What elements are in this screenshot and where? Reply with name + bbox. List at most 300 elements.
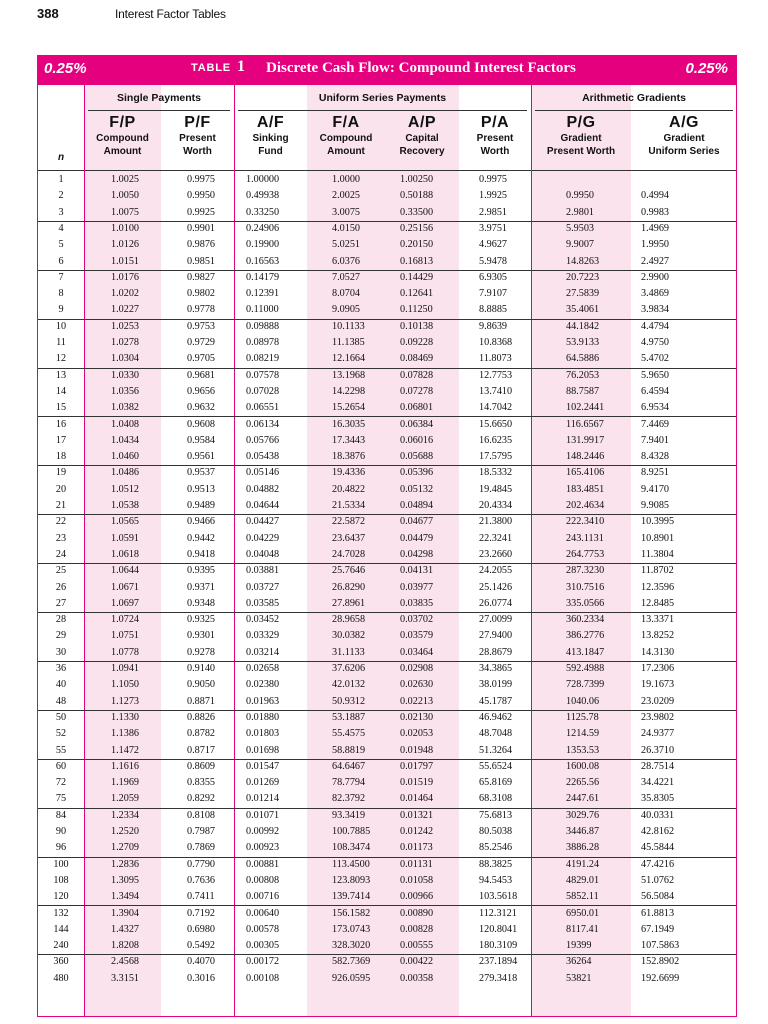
factor-cell-pa: 8.8885	[479, 304, 508, 316]
n-header: n	[57, 152, 65, 163]
period-cell: 100	[53, 858, 69, 870]
factor-cell-ag: 12.8485	[641, 597, 675, 609]
factor-cell-pg: 148.2446	[566, 451, 605, 463]
table-row	[38, 808, 736, 824]
column-header-name: Fund	[258, 146, 283, 157]
factor-cell-af: 0.00172	[246, 956, 280, 968]
factor-cell-pa: 4.9627	[479, 239, 508, 251]
factor-cell-af: 0.02380	[246, 679, 280, 691]
factor-cell-af: 0.03452	[246, 614, 280, 626]
factor-cell-ag: 34.4221	[641, 777, 675, 789]
factor-cell-af: 0.08219	[246, 353, 280, 365]
table-row	[38, 302, 736, 319]
period-cell: 4	[58, 222, 64, 234]
factor-cell-af: 0.00578	[246, 923, 280, 935]
factor-cell-pa: 24.2055	[479, 565, 513, 577]
factor-cell-af: 0.00305	[246, 940, 280, 952]
factor-cell-fa: 9.0905	[332, 304, 361, 316]
column-header-name: Uniform Series	[648, 146, 720, 157]
factor-cell-pg: 36264	[566, 956, 592, 968]
table-row	[38, 205, 736, 222]
factor-cell-pf: 0.8826	[187, 711, 216, 723]
factor-cell-pg: 6950.01	[566, 907, 600, 919]
factor-cell-af: 0.09888	[246, 320, 280, 332]
factor-cell-fa: 42.0132	[332, 679, 366, 691]
factor-cell-ag: 3.9834	[641, 304, 670, 316]
factor-cell-pa: 45.1787	[479, 695, 513, 707]
factor-cell-ap: 0.50188	[400, 190, 434, 202]
period-cell: 19	[55, 467, 67, 479]
factor-cell-fa: 53.1887	[332, 711, 366, 723]
table-row	[38, 531, 736, 547]
factor-cell-fa: 582.7369	[332, 956, 371, 968]
factor-cell-pf: 0.9325	[187, 614, 216, 626]
column-header-name: Compound	[319, 133, 373, 144]
factor-cell-pa: 65.8169	[479, 777, 513, 789]
factor-cell-fa: 37.6206	[332, 663, 366, 674]
factor-cell-ag: 2.9900	[641, 271, 670, 283]
factor-cell-ag: 0.9983	[641, 206, 670, 218]
factor-cell-pg: 4829.01	[566, 874, 600, 886]
table-row	[38, 596, 736, 613]
table-row	[38, 351, 736, 368]
factor-cell-pf: 0.5492	[187, 940, 216, 952]
factor-cell-fp: 1.0100	[111, 222, 140, 234]
factor-cell-ag: 11.8702	[641, 565, 674, 577]
factor-cell-fa: 156.1582	[332, 907, 371, 919]
period-cell: 24	[55, 548, 67, 560]
factor-cell-ap: 0.00358	[400, 972, 434, 984]
factor-cell-pf: 0.9851	[187, 255, 216, 267]
factor-cell-fa: 7.0527	[332, 271, 361, 283]
factor-cell-af: 0.04427	[246, 516, 280, 528]
table-row	[38, 286, 736, 302]
table-row	[38, 319, 736, 335]
factor-cell-fp: 1.1330	[111, 711, 140, 723]
factor-cell-ap: 0.01519	[400, 777, 434, 789]
factor-cell-fa: 108.3474	[332, 842, 371, 854]
factor-cell-fp: 1.0751	[111, 630, 140, 642]
factor-cell-pa: 27.0099	[479, 614, 513, 626]
period-cell: 15	[55, 402, 67, 414]
factor-cell-ag: 14.3130	[641, 646, 675, 658]
factor-cell-pg: 53821	[566, 972, 592, 984]
factor-cell-fa: 26.8290	[332, 581, 366, 593]
factor-cell-pa: 16.6235	[479, 434, 513, 446]
period-cell: 48	[55, 695, 67, 707]
column-header-name: Worth	[183, 146, 212, 157]
factor-cell-ag: 2.4927	[641, 255, 670, 267]
factor-cell-fa: 328.3020	[332, 940, 371, 952]
factor-cell-af: 0.01269	[246, 777, 280, 789]
factor-cell-pa: 10.8368	[479, 337, 513, 348]
factor-cell-ap: 0.06384	[400, 418, 434, 430]
table-row	[38, 873, 736, 889]
factor-cell-fp: 1.0644	[111, 565, 140, 577]
factor-cell-pa: 12.7753	[479, 369, 513, 381]
factor-cell-ap: 0.14429	[400, 271, 434, 283]
factor-cell-ag: 8.4328	[641, 451, 670, 463]
table-row	[38, 759, 736, 775]
factor-cell-fa: 25.7646	[332, 565, 366, 577]
table-row	[38, 726, 736, 742]
factor-cell-pg: 14.8263	[566, 255, 600, 267]
period-cell: 8	[58, 288, 64, 300]
factor-cell-pf: 0.9975	[187, 174, 216, 185]
factor-cell-pg: 8117.41	[566, 923, 599, 935]
table-row	[38, 433, 736, 449]
factor-cell-pf: 0.9348	[187, 597, 216, 609]
column-header-fp	[84, 114, 161, 158]
column-header-symbol: F/P	[109, 114, 136, 131]
factor-cell-ag: 45.5844	[641, 842, 675, 854]
factor-cell-pa: 18.5332	[479, 467, 513, 479]
factor-cell-fa: 173.0743	[332, 923, 371, 935]
factor-cell-pg: 102.2441	[566, 402, 605, 414]
factor-cell-pa: 28.8679	[479, 646, 513, 658]
period-cell: 60	[55, 760, 67, 772]
factor-cell-pa: 103.5618	[479, 891, 518, 903]
factor-cell-pg: 76.2053	[566, 369, 600, 381]
factor-cell-ag: 67.1949	[641, 923, 675, 935]
factor-cell-ap: 0.02908	[400, 663, 434, 674]
factor-cell-pf: 0.7790	[187, 858, 216, 870]
factor-cell-fa: 24.7028	[332, 548, 366, 560]
factor-cell-pa: 237.1894	[479, 956, 518, 968]
table-row	[38, 254, 736, 271]
period-cell: 16	[55, 418, 67, 430]
factor-cell-fa: 10.1133	[332, 320, 365, 332]
table-row	[38, 400, 736, 417]
factor-cell-ag: 56.5084	[641, 891, 675, 903]
factor-cell-fp: 1.0151	[111, 255, 140, 267]
factor-cell-pa: 279.3418	[479, 972, 518, 984]
factor-cell-af: 0.03881	[246, 565, 280, 577]
column-header-ag	[631, 114, 737, 158]
group-arithmetic-gradients: Arithmetic Gradients	[582, 92, 686, 104]
factor-cell-fa: 2.0025	[332, 190, 361, 202]
rate-left: 0.25%	[44, 60, 87, 77]
factor-cell-pf: 0.9827	[187, 271, 216, 283]
table-row	[38, 938, 736, 955]
factor-cell-af: 0.01880	[246, 711, 280, 723]
factor-cell-ag: 8.9251	[641, 467, 670, 479]
column-header-name: Gradient	[560, 133, 602, 144]
factor-cell-ag: 19.1673	[641, 679, 675, 691]
factor-cell-pg: 1353.53	[566, 744, 600, 756]
factor-cell-af: 0.05146	[246, 467, 280, 479]
table-row	[38, 612, 736, 628]
factor-cell-ap: 0.01173	[400, 842, 433, 854]
factor-cell-ap: 0.07828	[400, 369, 434, 381]
factor-cell-pf: 0.8609	[187, 760, 216, 772]
factor-cell-ap: 0.04298	[400, 548, 434, 560]
period-cell: 36	[55, 663, 67, 674]
factor-cell-pg: 44.1842	[566, 320, 600, 332]
factor-cell-fp: 1.0618	[111, 548, 140, 560]
factor-cell-pg: 5852.11	[566, 891, 599, 903]
factor-cell-ap: 0.07278	[400, 385, 434, 397]
factor-cell-ag: 152.8902	[641, 956, 680, 968]
factor-cell-pa: 21.3800	[479, 516, 513, 528]
factor-cell-pg: 131.9917	[566, 434, 605, 446]
factor-cell-ap: 0.20150	[400, 239, 434, 251]
period-cell: 2	[58, 190, 64, 202]
factor-cell-fp: 1.2520	[111, 826, 140, 837]
factor-cell-fp: 1.3904	[111, 907, 140, 919]
factor-cell-fp: 2.4568	[111, 956, 140, 968]
column-header-name: Present Worth	[546, 146, 616, 157]
factor-cell-af: 0.01547	[246, 760, 280, 772]
table-row	[38, 514, 736, 530]
factor-cell-ap: 0.12641	[400, 288, 434, 300]
factor-cell-pg: 5.9503	[566, 222, 595, 234]
factor-cell-pf: 0.9278	[187, 646, 216, 658]
factor-cell-pg: 592.4988	[566, 663, 605, 674]
factor-cell-pa: 17.5795	[479, 451, 513, 463]
factor-cell-fa: 17.3443	[332, 434, 366, 446]
factor-cell-pg: 19399	[566, 940, 592, 952]
factor-cell-af: 0.00640	[246, 907, 280, 919]
factor-cell-af: 0.49938	[246, 190, 280, 202]
factor-cell-pf: 0.9140	[187, 663, 216, 674]
factor-cell-ap: 0.00966	[400, 891, 434, 903]
factor-cell-pg: 2447.61	[566, 793, 600, 805]
period-cell: 360	[53, 956, 69, 968]
table-row	[38, 628, 736, 644]
column-header-ap	[385, 114, 459, 158]
factor-cell-pa: 51.3264	[479, 744, 513, 756]
factor-cell-fa: 30.0382	[332, 630, 366, 642]
factor-cell-fp: 1.4327	[111, 923, 140, 935]
factor-cell-pa: 1.9925	[479, 190, 508, 202]
factor-cell-pg: 0.9950	[566, 190, 595, 202]
column-header-name: Present	[179, 133, 216, 144]
table-row	[38, 824, 736, 840]
factor-cell-pa: 11.8073	[479, 353, 512, 365]
factor-cell-pf: 0.8292	[187, 793, 216, 805]
table-row	[38, 580, 736, 596]
group-rule	[535, 110, 733, 111]
factor-cell-fa: 1.0000	[332, 174, 361, 185]
period-cell: 10	[55, 320, 67, 332]
factor-cell-fp: 1.1386	[111, 728, 140, 740]
factor-cell-fp: 1.2709	[111, 842, 140, 854]
factor-cell-ap: 0.02630	[400, 679, 434, 691]
factor-cell-fa: 14.2298	[332, 385, 366, 397]
period-cell: 23	[55, 532, 67, 544]
factor-cell-af: 0.01698	[246, 744, 280, 756]
factor-cell-fp: 1.1050	[111, 679, 140, 691]
header-rule	[38, 170, 736, 171]
factor-cell-pa: 5.9478	[479, 255, 508, 267]
factor-cell-af: 0.00881	[246, 858, 280, 870]
factor-cell-fa: 8.0704	[332, 288, 361, 300]
factor-cell-ap: 0.08469	[400, 353, 434, 365]
factor-cell-pg: 413.1847	[566, 646, 605, 658]
period-cell: 40	[55, 679, 67, 691]
factor-cell-af: 0.03727	[246, 581, 280, 593]
factor-cell-ap: 0.00422	[400, 956, 434, 968]
period-cell: 13	[55, 369, 67, 381]
factor-cell-af: 0.00923	[246, 842, 280, 854]
factor-cell-pf: 0.9395	[187, 565, 216, 577]
table-number: 1	[237, 58, 245, 75]
factor-cell-ag: 10.8901	[641, 532, 675, 544]
factor-cell-fa: 19.4336	[332, 467, 366, 479]
factor-cell-ag: 28.7514	[641, 760, 675, 772]
factor-cell-fa: 3.0075	[332, 206, 361, 218]
period-cell: 27	[55, 597, 67, 609]
table-row	[38, 645, 736, 662]
period-cell: 108	[53, 874, 69, 886]
factor-cell-ag: 17.2306	[641, 663, 675, 674]
factor-cell-fa: 28.9658	[332, 614, 366, 626]
factor-cell-af: 0.04048	[246, 548, 280, 560]
factor-cell-fa: 5.0251	[332, 239, 361, 251]
factor-cell-pf: 0.9561	[187, 451, 216, 463]
factor-cell-pa: 27.9400	[479, 630, 513, 642]
factor-cell-pf: 0.7636	[187, 874, 216, 886]
period-cell: 21	[55, 500, 67, 511]
column-header-symbol: A/P	[407, 114, 437, 131]
factor-cell-af: 0.12391	[246, 288, 280, 300]
factor-cell-fp: 1.0460	[111, 451, 140, 463]
factor-cell-fp: 1.0941	[111, 663, 140, 674]
factor-cell-pf: 0.7192	[187, 907, 216, 919]
factor-cell-pa: 0.9975	[479, 174, 508, 185]
factor-cell-fp: 1.0253	[111, 320, 140, 332]
factor-cell-fp: 1.1616	[111, 760, 140, 772]
rate-right: 0.25%	[685, 60, 728, 77]
factor-cell-fa: 93.3419	[332, 809, 366, 821]
factor-cell-af: 1.00000	[246, 174, 280, 185]
factor-cell-pf: 0.9778	[187, 304, 216, 316]
factor-cell-ap: 0.00890	[400, 907, 434, 919]
factor-cell-pg: 2265.56	[566, 777, 600, 789]
factor-cell-pa: 14.7042	[479, 402, 513, 414]
factor-cell-pf: 0.9466	[187, 516, 216, 528]
factor-cell-fa: 100.7885	[332, 826, 371, 837]
column-header-name: Recovery	[399, 146, 445, 157]
factor-cell-ap: 0.06801	[400, 402, 434, 414]
factor-cell-ap: 1.00250	[400, 174, 434, 185]
table-row	[38, 971, 736, 987]
table-row	[38, 889, 736, 906]
factor-cell-pg: 310.7516	[566, 581, 605, 593]
factor-cell-pg: 9.9007	[566, 239, 595, 251]
factor-cell-pa: 9.8639	[479, 320, 508, 332]
factor-cell-ap: 0.03977	[400, 581, 434, 593]
table-row	[38, 221, 736, 237]
column-header-symbol: P/F	[184, 114, 211, 131]
factor-cell-pf: 0.8108	[187, 809, 216, 821]
factor-cell-pg: 4191.24	[566, 858, 600, 870]
factor-cell-pf: 0.9513	[187, 483, 216, 495]
column-header-name: Compound	[96, 133, 149, 144]
group-rule	[88, 110, 230, 111]
factor-cell-fa: 123.8093	[332, 874, 371, 886]
factor-cell-fa: 6.0376	[332, 255, 361, 267]
factor-cell-af: 0.24906	[246, 222, 280, 234]
factor-cell-fp: 1.0408	[111, 418, 140, 430]
column-header-pf	[161, 114, 234, 158]
factor-cell-pf: 0.8782	[187, 728, 216, 740]
factor-cell-pf: 0.9050	[187, 679, 216, 691]
factor-cell-pf: 0.9925	[187, 206, 216, 218]
factor-cell-fp: 1.0486	[111, 467, 140, 479]
table-row	[38, 791, 736, 808]
factor-cell-ap: 0.04894	[400, 500, 434, 511]
factor-cell-pf: 0.9442	[187, 532, 216, 544]
factor-cell-ag: 23.0209	[641, 695, 675, 707]
period-cell: 3	[58, 206, 64, 218]
factor-cell-ap: 0.05132	[400, 483, 434, 495]
period-cell: 120	[53, 891, 69, 903]
period-cell: 29	[55, 630, 67, 642]
factor-cell-ag: 4.4794	[641, 320, 670, 332]
factor-cell-pg: 335.0566	[566, 597, 605, 609]
factor-cell-ap: 0.01797	[400, 760, 434, 772]
factor-cell-pg: 728.7399	[566, 679, 605, 691]
factor-cell-pg: 3029.76	[566, 809, 600, 821]
factor-cell-ap: 0.05396	[400, 467, 434, 479]
factor-cell-pf: 0.9608	[187, 418, 216, 430]
factor-cell-pg: 183.4851	[566, 483, 605, 495]
factor-cell-fp: 1.0330	[111, 369, 140, 381]
column-header-symbol: A/F	[256, 114, 285, 131]
factor-cell-fp: 1.0227	[111, 304, 140, 316]
table-row	[38, 906, 736, 922]
table-row	[38, 368, 736, 384]
period-cell: 5	[58, 239, 64, 251]
factor-cell-pa: 85.2546	[479, 842, 513, 854]
factor-cell-ag: 26.3710	[641, 744, 675, 756]
table-row	[38, 547, 736, 564]
factor-cell-fa: 23.6437	[332, 532, 366, 544]
factor-cell-ap: 0.33500	[400, 206, 434, 218]
factor-cell-pa: 180.3109	[479, 940, 518, 952]
factor-cell-pg: 1125.78	[566, 711, 599, 723]
period-cell: 11	[56, 337, 66, 348]
factor-cell-fa: 82.3792	[332, 793, 366, 805]
page-number: 388	[37, 6, 59, 21]
period-cell: 18	[55, 451, 67, 463]
factor-cell-ap: 0.01058	[400, 874, 434, 886]
table-row	[38, 237, 736, 253]
factor-cell-fa: 31.1133	[332, 646, 365, 658]
table-banner	[38, 56, 736, 85]
factor-cell-fa: 18.3876	[332, 451, 366, 463]
factor-cell-ag: 42.8162	[641, 826, 675, 837]
factor-cell-fp: 1.0512	[111, 483, 140, 495]
factor-cell-fp: 1.2059	[111, 793, 140, 805]
factor-cell-af: 0.06551	[246, 402, 280, 414]
factor-cell-fp: 1.0202	[111, 288, 140, 300]
table-row	[38, 775, 736, 791]
factor-cell-pg: 287.3230	[566, 565, 605, 577]
factor-cell-pg: 386.2776	[566, 630, 605, 642]
factor-cell-ap: 0.01131	[400, 858, 433, 870]
factor-cell-af: 0.05766	[246, 434, 280, 446]
factor-cell-fa: 139.7414	[332, 891, 371, 903]
factor-cell-ap: 0.05688	[400, 451, 434, 463]
factor-cell-ag: 40.0331	[641, 809, 675, 821]
table-row	[38, 954, 736, 970]
period-cell: 144	[53, 923, 69, 935]
period-cell: 22	[55, 516, 67, 528]
table-title: Discrete Cash Flow: Compound Interest Factors	[266, 60, 576, 76]
